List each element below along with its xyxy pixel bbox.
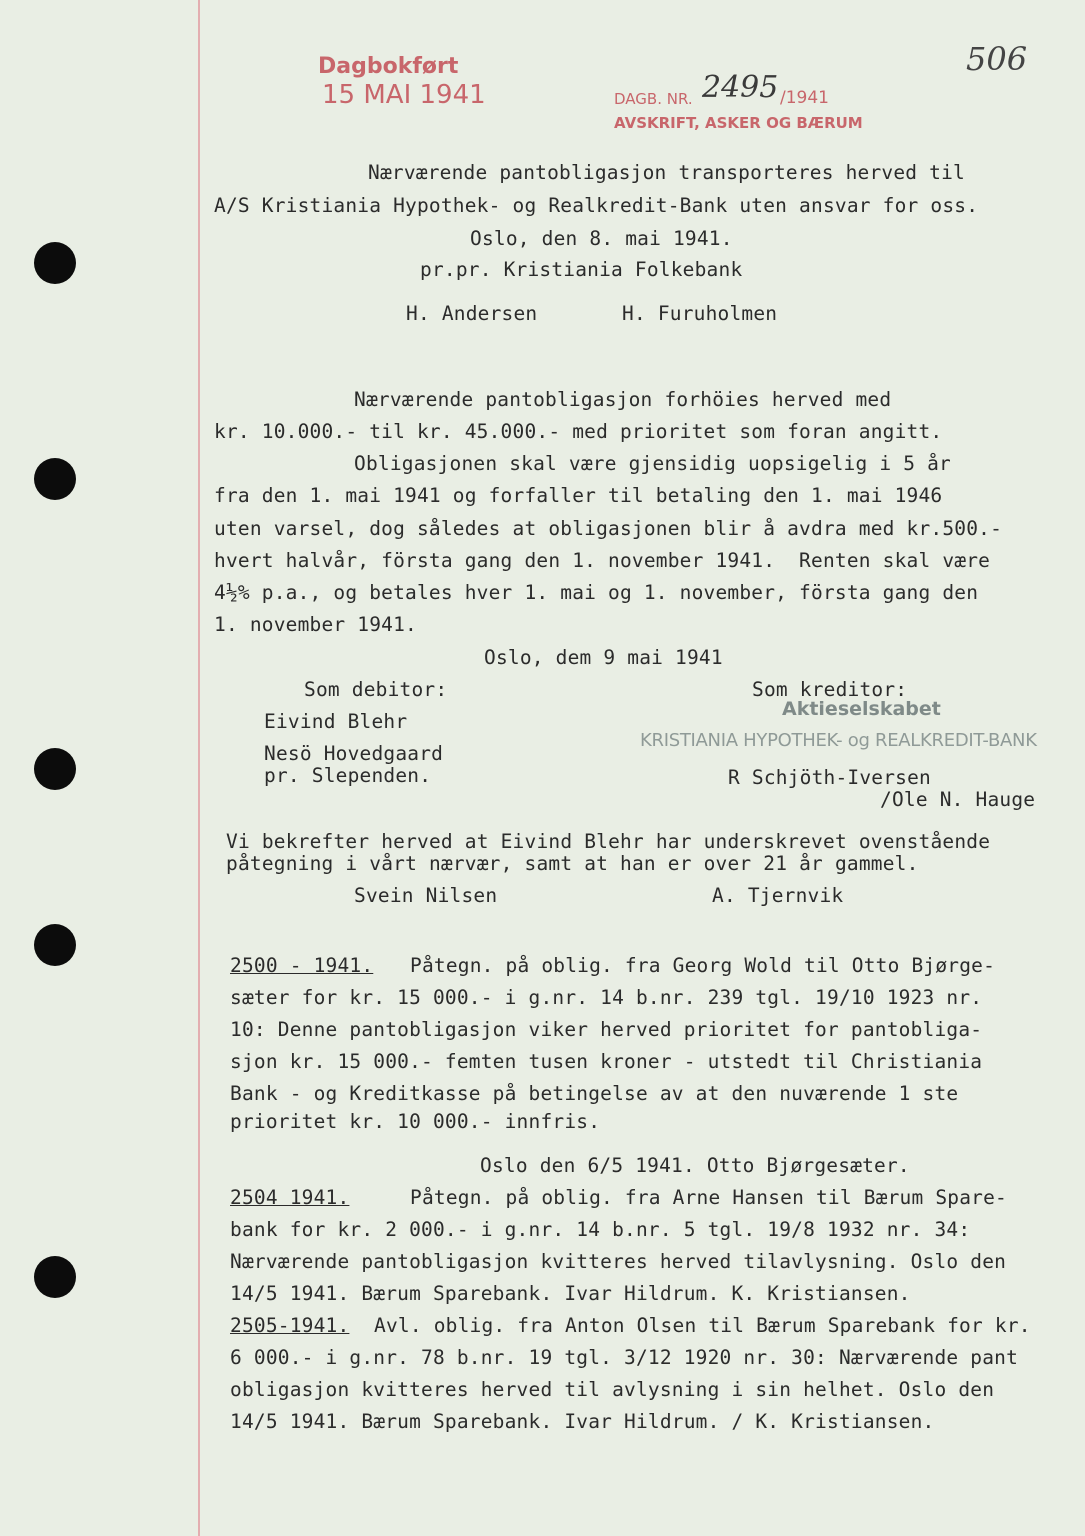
text-line: uten varsel, dog således at obligasjonen blir å avdra med kr.500.- xyxy=(214,517,1003,540)
debitor-line: Nesö Hovedgaard xyxy=(264,742,444,765)
witness-name: Svein Nilsen xyxy=(354,884,498,907)
punch-hole xyxy=(34,748,76,790)
entry-closing: Oslo den 6/5 1941. Otto Bjørgesæter. xyxy=(480,1154,910,1177)
text-line: A/S Kristiania Hypothek- og Realkredit-Bank uten ansvar for oss. xyxy=(214,194,979,217)
text-line: 1. november 1941. xyxy=(214,613,417,636)
entry-line: bank for kr. 2 000.- i g.nr. 14 b.nr. 5 tgl. 19/8 1932 nr. 34: xyxy=(230,1218,971,1241)
dagb-prefix: DAGB. NR. xyxy=(614,90,693,108)
text-line: fra den 1. mai 1941 og forfaller til betaling den 1. mai 1946 xyxy=(214,484,943,507)
punch-hole xyxy=(34,458,76,500)
dagb-number: 2495 xyxy=(702,70,779,105)
entry-line: 14/5 1941. Bærum Sparebank. Ivar Hildrum. / K. Kristiansen. xyxy=(230,1410,935,1433)
dagb-suffix: /1941 xyxy=(780,88,829,108)
kreditor-stamp: KRISTIANIA HYPOTHEK- og REALKREDIT-BANK xyxy=(640,730,1037,751)
punch-hole xyxy=(34,924,76,966)
kreditor-label: Som kreditor: xyxy=(752,678,908,701)
kreditor-line: R Schjöth-Iversen xyxy=(728,766,931,789)
debitor-label: Som debitor: xyxy=(304,678,448,701)
debitor-line: Eivind Blehr xyxy=(264,710,408,733)
entry-line: Påtegn. på oblig. fra Arne Hansen til Bærum Spare- xyxy=(410,1186,1007,1209)
text-line: pr.pr. Kristiania Folkebank xyxy=(420,258,743,281)
text-line: kr. 10.000.- til kr. 45.000.- med prioritet som foran angitt. xyxy=(214,420,943,443)
text-line: 4½% p.a., og betales hver 1. mai og 1. november, första gang den xyxy=(214,581,979,604)
stamp-avskrift: AVSKRIFT, ASKER OG BÆRUM xyxy=(614,114,863,132)
page-number: 506 xyxy=(966,40,1028,78)
debitor-line: pr. Slependen. xyxy=(264,764,432,787)
text-line: Obligasjonen skal være gjensidig uopsigelig i 5 år xyxy=(354,452,951,475)
text-line: Nærværende pantobligasjon forhöies herved med xyxy=(354,388,892,411)
entry-line: Avl. oblig. fra Anton Olsen til Bærum Sparebank for kr. xyxy=(374,1314,1031,1337)
entry-line: 14/5 1941. Bærum Sparebank. Ivar Hildrum. K. Kristiansen. xyxy=(230,1282,911,1305)
entry-line: Nærværende pantobligasjon kvitteres herved tilavlysning. Oslo den xyxy=(230,1250,1007,1273)
entry-line: obligasjon kvitteres herved til avlysning i sin helhet. Oslo den xyxy=(230,1378,995,1401)
date-line: Oslo, dem 9 mai 1941 xyxy=(484,646,723,669)
witness-name: A. Tjernvik xyxy=(712,884,844,907)
entry-ref: 2505-1941. xyxy=(230,1314,350,1337)
text-line: hvert halvår, första gang den 1. november 1941. Renten skal være xyxy=(214,549,991,572)
kreditor-line: /Ole N. Hauge xyxy=(880,788,1036,811)
signer-name: H. Andersen xyxy=(406,302,538,325)
kreditor-stamp: Aktieselskabet xyxy=(782,698,941,720)
stamp-dagbokfort: Dagbokført xyxy=(318,54,459,79)
punch-hole xyxy=(34,1256,76,1298)
entry-line: sjon kr. 15 000.- femten tusen kroner - utstedt til Christiania xyxy=(230,1050,983,1073)
punch-hole xyxy=(34,242,76,284)
entry-line: Bank - og Kreditkasse på betingelse av at den nuværende 1 ste xyxy=(230,1082,959,1105)
stamp-date: 15 MAI 1941 xyxy=(322,80,486,110)
entry-line: Påtegn. på oblig. fra Georg Wold til Otto Bjørge- xyxy=(410,954,996,977)
entry-line: sæter for kr. 15 000.- i g.nr. 14 b.nr. 239 tgl. 19/10 1923 nr. xyxy=(230,986,983,1009)
entry-line: 6 000.- i g.nr. 78 b.nr. 19 tgl. 3/12 1920 nr. 30: Nærværende pant xyxy=(230,1346,1019,1369)
entry-line: 10: Denne pantobligasjon viker herved prioritet for pantobliga- xyxy=(230,1018,983,1041)
margin-line xyxy=(198,0,200,1536)
witness-text: Vi bekrefter herved at Eivind Blehr har underskrevet ovenstående xyxy=(226,830,991,853)
witness-text: påtegning i vårt nærvær, samt at han er over 21 år gammel. xyxy=(226,852,919,875)
text-line: Nærværende pantobligasjon transporteres herved til xyxy=(368,161,965,184)
signer-name: H. Furuholmen xyxy=(622,302,778,325)
entry-ref: 2504 1941. xyxy=(230,1186,350,1209)
text-line: Oslo, den 8. mai 1941. xyxy=(470,227,733,250)
entry-ref: 2500 - 1941. xyxy=(230,954,374,977)
entry-line: prioritet kr. 10 000.- innfris. xyxy=(230,1110,601,1133)
